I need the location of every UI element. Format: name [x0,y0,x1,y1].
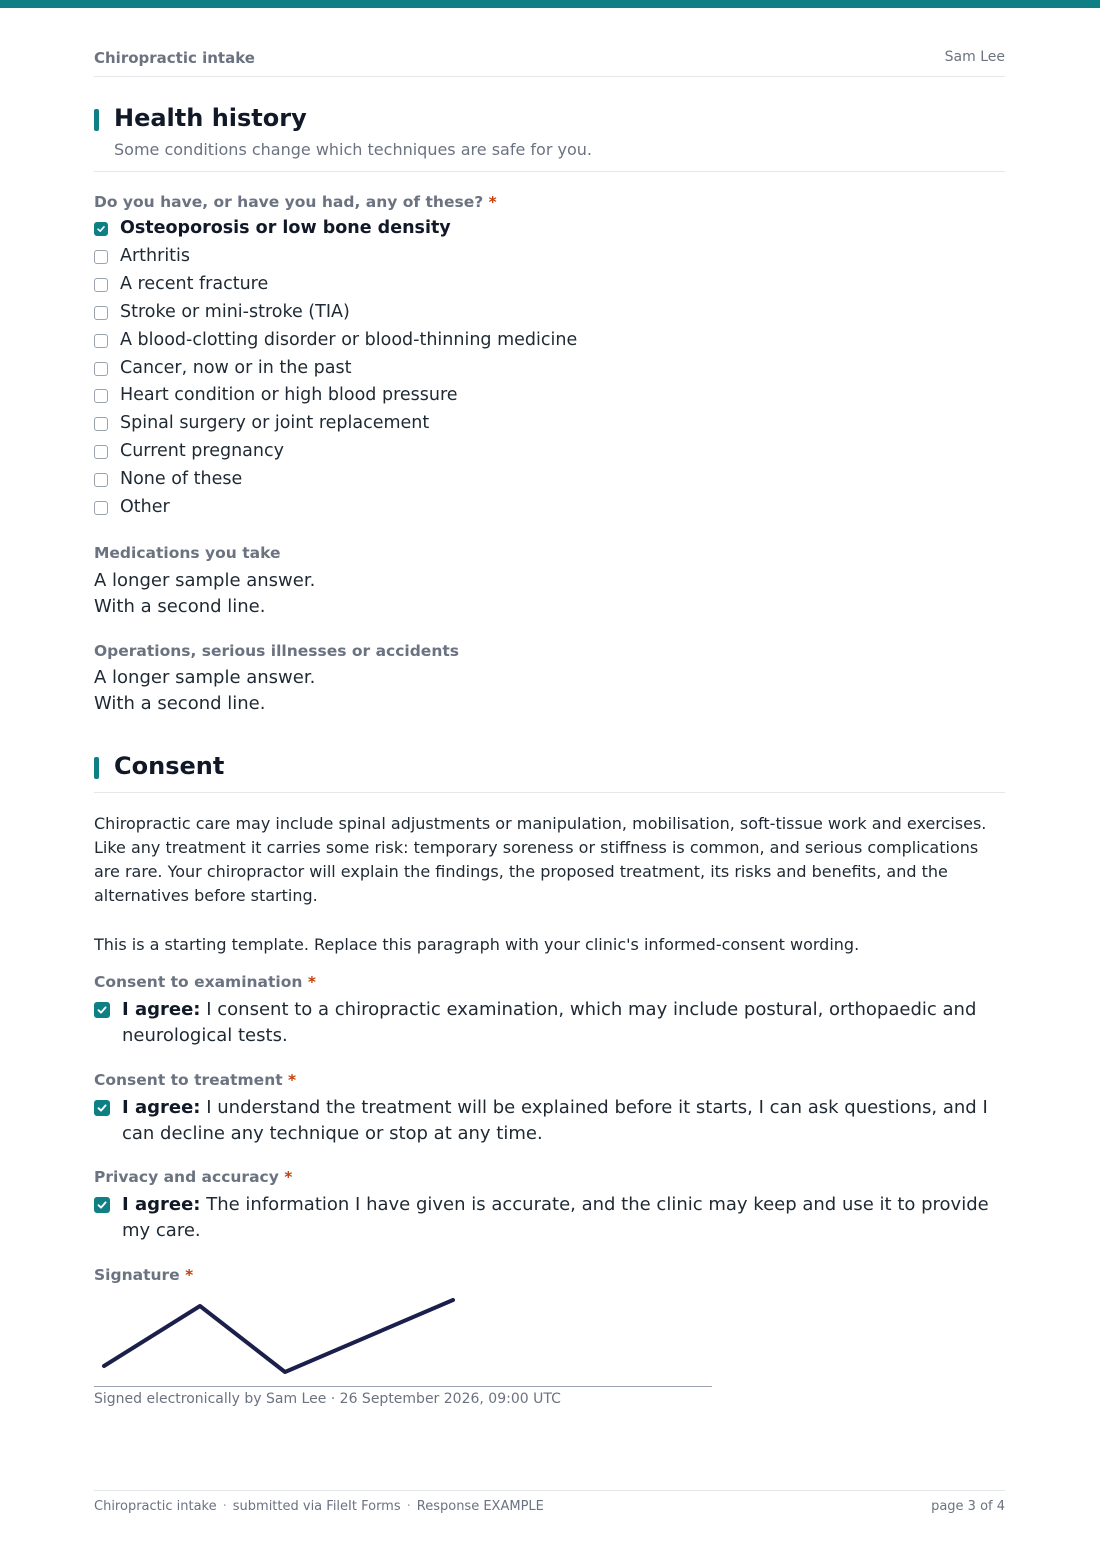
checkbox[interactable] [94,501,108,515]
operations-answer-line: A longer sample answer. [94,667,316,688]
medications-label: Medications you take [94,544,281,562]
required-mark: * [488,193,497,211]
checkbox-checked[interactable] [94,1002,110,1018]
required-mark: * [185,1266,194,1284]
consent-item-label-text: Consent to examination [94,973,303,991]
footer-meta [94,1499,544,1514]
medications-answer-line: With a second line. [94,596,266,617]
consent-item-label-text: Consent to treatment [94,1071,283,1089]
checkbox-checked[interactable] [94,1100,110,1116]
section-accent-bar [94,757,99,779]
checkbox[interactable] [94,306,108,320]
condition-option-label: A recent fracture [120,273,269,294]
consent-template-note: This is a starting template. Replace this paragraph with your clinic's informed-consent wording. [94,935,860,954]
checkbox[interactable] [94,445,108,459]
footer-response: Response EXAMPLE [416,1499,544,1514]
signature-pad[interactable] [94,1294,712,1387]
checkbox-checked[interactable] [94,222,108,236]
consent-item-label [94,1071,296,1089]
checkbox[interactable] [94,362,108,376]
required-mark: * [288,1071,297,1089]
condition-option-label: Other [120,497,170,517]
signature-label-text: Signature [94,1266,180,1284]
footer-separator: · [222,1499,227,1514]
signature-label [94,1266,193,1284]
respondent-name: Sam Lee [944,49,1005,65]
signature-caption: Signed electronically by Sam Lee · 26 September 2026, 09:00 UTC [94,1391,561,1407]
footer-separator: · [406,1499,411,1514]
section-accent-bar [94,109,99,131]
checkbox[interactable] [94,417,108,431]
consent-item-label [94,1168,292,1186]
required-mark: * [307,973,316,991]
consent-statement: I consent to a chiropractic examination, which may include postural, orthopaedic and neurological tests. [122,999,977,1046]
condition-option-label: Cancer, now or in the past [120,357,352,378]
consent-statement: I understand the treatment will be explained before it starts, I can ask questions, and I can decline any technique or stop at any time. [122,1097,988,1144]
operations-label: Operations, serious illnesses or accidents [94,642,459,660]
page-number: page 3 of 4 [931,1499,1005,1514]
consent-header [94,752,1005,793]
medications-answer-line: A longer sample answer. [94,570,316,591]
condition-option-label: Spinal surgery or joint replacement [120,413,430,434]
agree-prefix: I agree: [122,999,201,1020]
consent-paragraph: Chiropractic care may include spinal adjustments or manipulation, mobilisation, soft-tissue work and exercises. Like any treatment it carries some risk: temporary soreness or stiffness is common, and serious complications are rare. Your chiropractor will explain the findings, the proposed treatment, its risks and benefits, and the alternatives before starting. [94,814,987,905]
signature-drawing [94,1294,712,1386]
form-title: Chiropractic intake [94,49,255,67]
page-header [94,48,1005,77]
footer-form-name: Chiropractic intake [94,1499,217,1514]
consent-agreement-text [122,997,992,1049]
medications-answer [94,568,315,620]
operations-answer-line: With a second line. [94,693,266,714]
conditions-question-label [94,193,497,211]
signature-stroke [104,1300,453,1372]
consent-item-label [94,973,316,991]
checkbox[interactable] [94,473,108,487]
section-title-health: Health history [114,104,307,132]
operations-answer [94,665,315,717]
health-history-header [94,104,1005,172]
condition-option-label: Current pregnancy [120,441,284,462]
consent-agreement-text [122,1095,992,1147]
checkbox-checked[interactable] [94,1197,110,1213]
consent-agreement-text [122,1192,992,1244]
checkbox[interactable] [94,389,108,403]
condition-option-label: Osteoporosis or low bone density [120,218,451,238]
checkbox[interactable] [94,278,108,292]
checkbox[interactable] [94,334,108,348]
required-mark: * [284,1168,293,1186]
section-subtitle-health: Some conditions change which techniques are safe for you. [114,140,592,159]
consent-statement: The information I have given is accurate, and the clinic may keep and use it to provide my care. [122,1194,989,1241]
top-accent-bar [0,0,1100,8]
condition-option-label: A blood-clotting disorder or blood-thinning medicine [120,329,578,350]
footer-submitted: submitted via FileIt Forms [232,1499,401,1514]
checkbox[interactable] [94,250,108,264]
conditions-question-text: Do you have, or have you had, any of these? [94,193,484,211]
agree-prefix: I agree: [122,1194,201,1215]
consent-item-label-text: Privacy and accuracy [94,1168,279,1186]
section-title-consent: Consent [114,752,225,780]
condition-option-label: None of these [120,469,243,490]
condition-option-label: Stroke or mini-stroke (TIA) [120,301,350,322]
condition-option-label: Arthritis [120,245,191,266]
condition-option-label: Heart condition or high blood pressure [120,385,458,406]
page-footer [94,1490,1005,1514]
agree-prefix: I agree: [122,1097,201,1118]
